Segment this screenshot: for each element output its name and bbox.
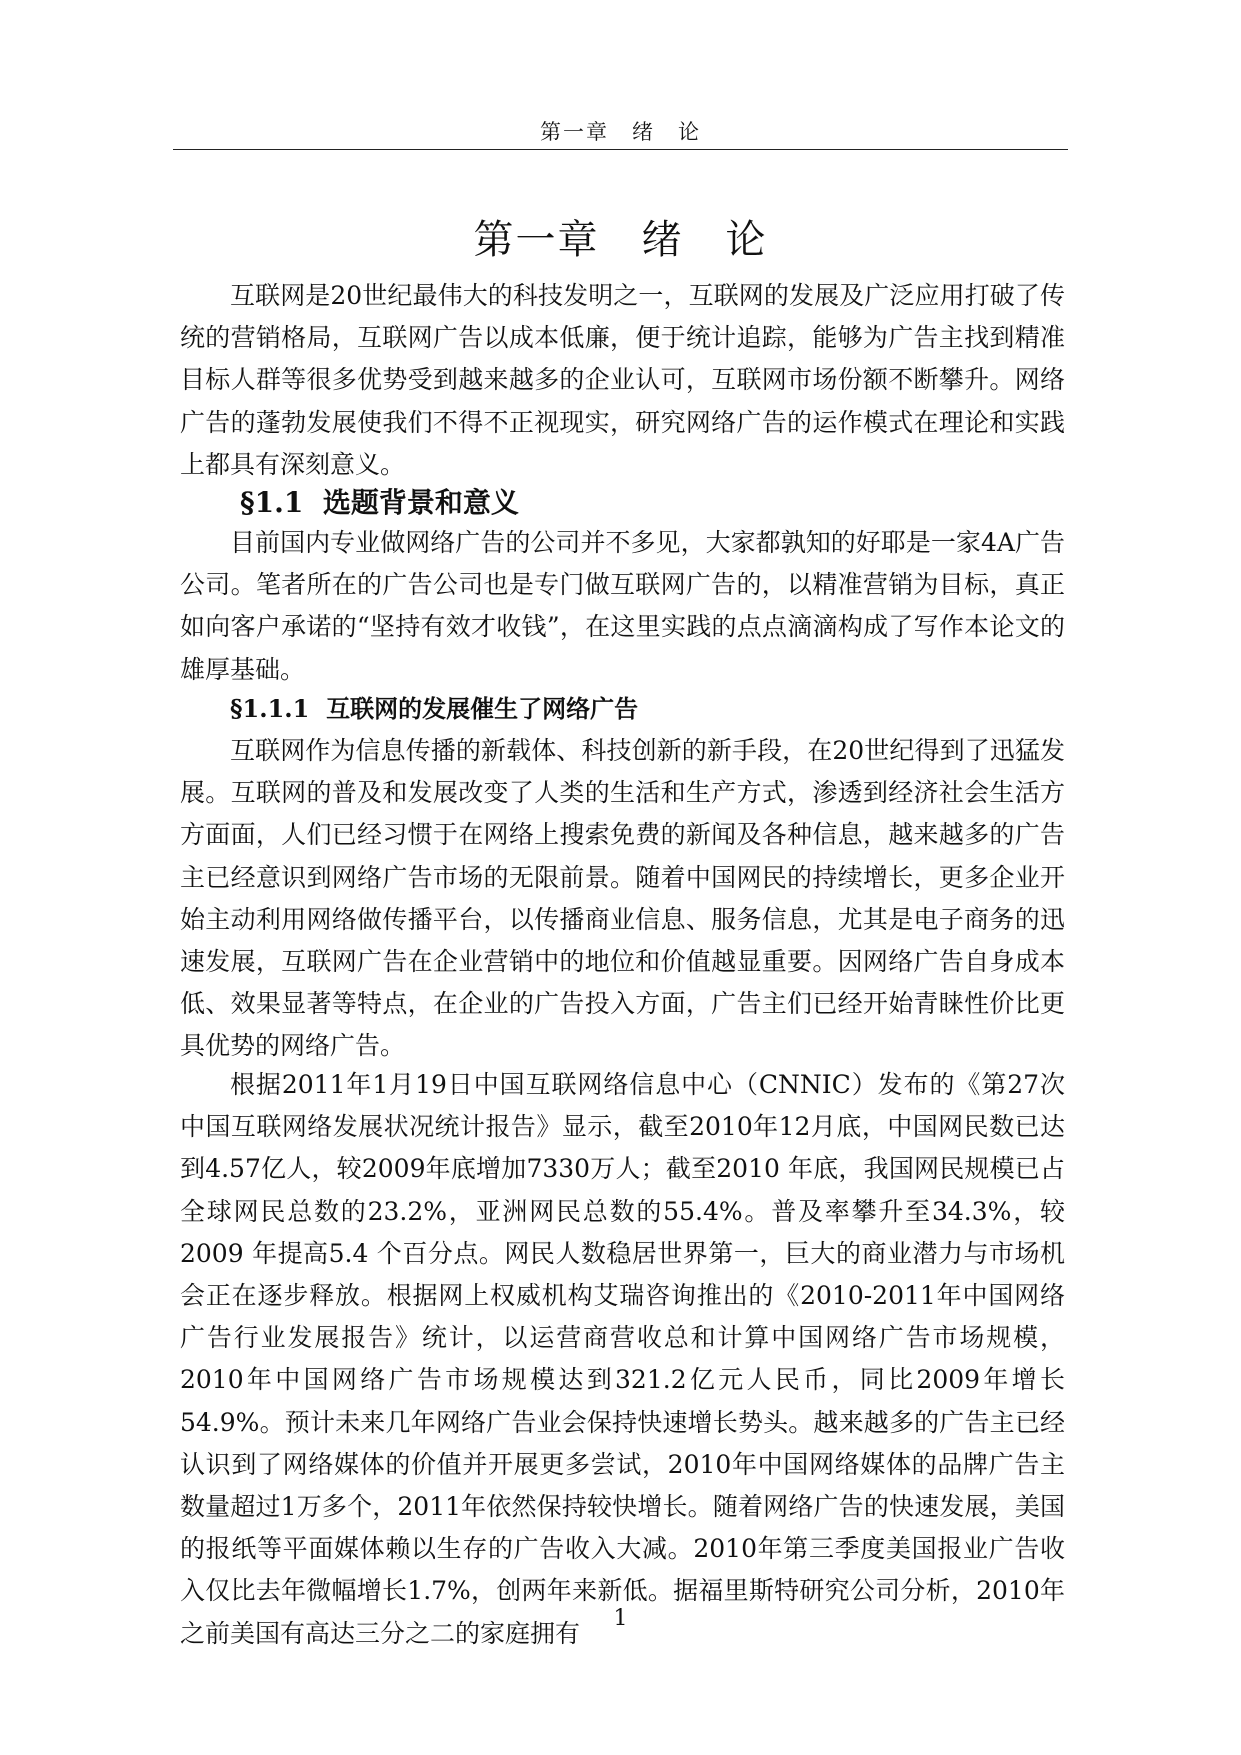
header-rule [173,149,1068,150]
paragraph-text: 互联网作为信息传播的新载体、科技创新的新手段，在20世纪得到了迅猛发展。互联网的普及和发展改变了人类的生活和生产方式，渗透到经济社会生活方方面面，人们已经习惯于在网络上搜索免费的新闻及各种信息，越来越多的广告主已经意识到网络广告市场的无限前景。随着中国网民的持续增长，更多企业开始主动利用网络做传播平台，以传播商业信息、服务信息，尤其是电子商务的迅速发展，互联网广告在企业营销中的地位和价值越显重要。因网络广告自身成本低、效果显著等特点，在企业的广告投入方面，广告主们已经开始青睐性价比更具优势的网络广告。 [180,736,1065,1061]
body-paragraph-background [180,522,1065,691]
paragraph-text: 目前国内专业做网络广告的公司并不多见，大家都孰知的好耶是一家4A广告公司。笔者所在的广告公司也是专门做互联网广告的，以精准营销为目标，真正如向客户承诺的“坚持有效才收钱”，在这里实践的点点滴滴构成了写作本论文的雄厚基础。 [180,528,1065,684]
running-header: 第一章 绪 论 [540,120,701,144]
section-heading-1-1: §1.1 选题背景和意义 [240,486,519,519]
subsection-heading-1-1-1: §1.1.1 互联网的发展催生了网络广告 [230,694,639,723]
paragraph-text: 互联网是20世纪最伟大的科技发明之一，互联网的发展及广泛应用打破了传统的营销格局，互联网广告以成本低廉，便于统计追踪，能够为广告主找到精准目标人群等很多优势受到越来越多的企业认可，互联网市场份额不断攀升。网络广告的蓬勃发展使我们不得不正视现实，研究网络广告的运作模式在理论和实践上都具有深刻意义。 [180,281,1065,479]
paragraph-text: 根据2011年1月19日中国互联网络信息中心（CNNIC）发布的《第27次中国互联网络发展状况统计报告》显示，截至2010年12月底，中国网民数已达到4.57亿人，较2009年底增加7330万人；截至2010 年底，我国网民规模已占全球网民总数的23.2%，亚洲网民总数的55.4%。普及率攀升至34.3%，较2009 年提高5.4 个百分点。网民人数稳居世界第一，巨大的商业潜力与市场机会正在逐步释放。根据网上权威机构艾瑞咨询推出的《2010-2011年中国网络广告行业发展报告》统计，以运营商营收总和计算中国网络广告市场规模，2010年中国网络广告市场规模达到321.2亿元人民币，同比2009年增长54.9%。预计未来几年网络广告业会保持快速增长势头。越来越多的广告主已经认识到了网络媒体的价值并开展更多尝试，2010年中国网络媒体的品牌广告主数量超过1万多个，2011年依然保持较快增长。随着网络广告的快速发展，美国的报纸等平面媒体赖以生存的广告收入大减。2010年第三季度美国报业广告收入仅比去年微幅增长1.7%，创两年来新低。据福里斯特研究公司分析，2010年之前美国有高达三分之二的家庭拥有 [180,1070,1065,1648]
body-paragraph-development [180,730,1065,1068]
body-paragraph-intro [180,275,1065,486]
chapter-title: 第一章 绪 论 [473,217,768,263]
body-paragraph-statistics [180,1064,1065,1655]
page-number: 1 [613,1606,628,1631]
